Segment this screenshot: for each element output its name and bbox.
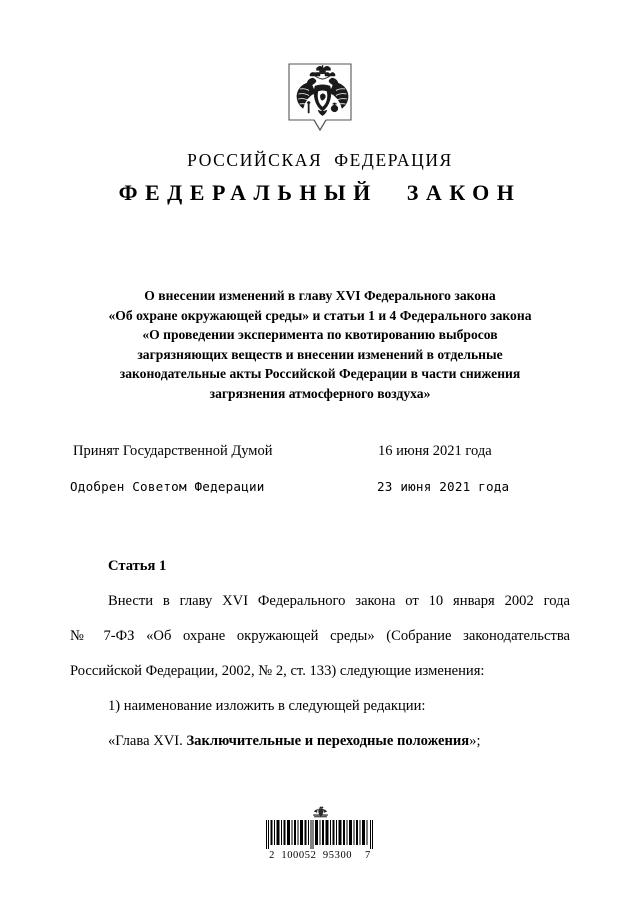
law-title-line: загрязняющих веществ и внесении изменений в отдельные	[137, 346, 503, 362]
federal-law-heading: ФЕДЕРАЛЬНЫЙ ЗАКОН	[118, 180, 522, 205]
article-paragraph-line: Внести в главу XVI Федерального закона от 10 января 2002 года	[108, 593, 570, 609]
adopted-by-duma-row	[70, 443, 570, 460]
council-date: 23 июня 2021 года	[377, 479, 510, 494]
approved-by-council-row	[70, 479, 570, 494]
duma-label: Принят Государственной Думой	[73, 443, 273, 459]
coat-of-arms-container	[0, 62, 640, 154]
russian-coat-of-arms-icon	[285, 62, 355, 154]
barcode-digits: 2 100052 95300 7	[269, 850, 371, 861]
document-body	[70, 549, 570, 759]
article-paragraph-line: Российской Федерации, 2002, № 2, ст. 133) следующие изменения:	[70, 663, 485, 679]
law-title-line: О внесении изменений в главу XVI Федерального закона	[144, 288, 496, 303]
council-label: Одобрен Советом Федерации	[70, 479, 265, 494]
law-title	[70, 286, 570, 404]
barcode-bars	[266, 820, 374, 849]
country-heading: РОССИЙСКАЯ ФЕДЕРАЦИЯ	[187, 150, 453, 170]
law-title-line: «Об охране окружающей среды» и статьи 1 и 4 Федерального закона	[108, 307, 532, 323]
article-paragraph-line: № 7-ФЗ «Об охране окружающей среды» (Собрание законодательства	[70, 628, 570, 644]
quote-bold-text: Заключительные и переходные положения	[186, 733, 470, 749]
article-item-1: 1) наименование изложить в следующей редакции:	[108, 698, 426, 714]
duma-date: 16 июня 2021 года	[378, 443, 492, 459]
law-title-line: загрязнения атмосферного воздуха»	[209, 385, 431, 401]
article-heading: Статья 1	[108, 558, 167, 574]
quote-suffix: »;	[469, 733, 481, 749]
quote-prefix: «Глава XVI.	[108, 733, 187, 749]
small-eagle-emblem-icon	[312, 806, 329, 819]
barcode-block	[0, 806, 640, 861]
article-quote	[70, 724, 570, 759]
law-title-line: «О проведении эксперимента по квотированию выбросов	[142, 327, 498, 343]
law-title-line: законодательные акты Российской Федерации в части снижения	[119, 366, 521, 382]
